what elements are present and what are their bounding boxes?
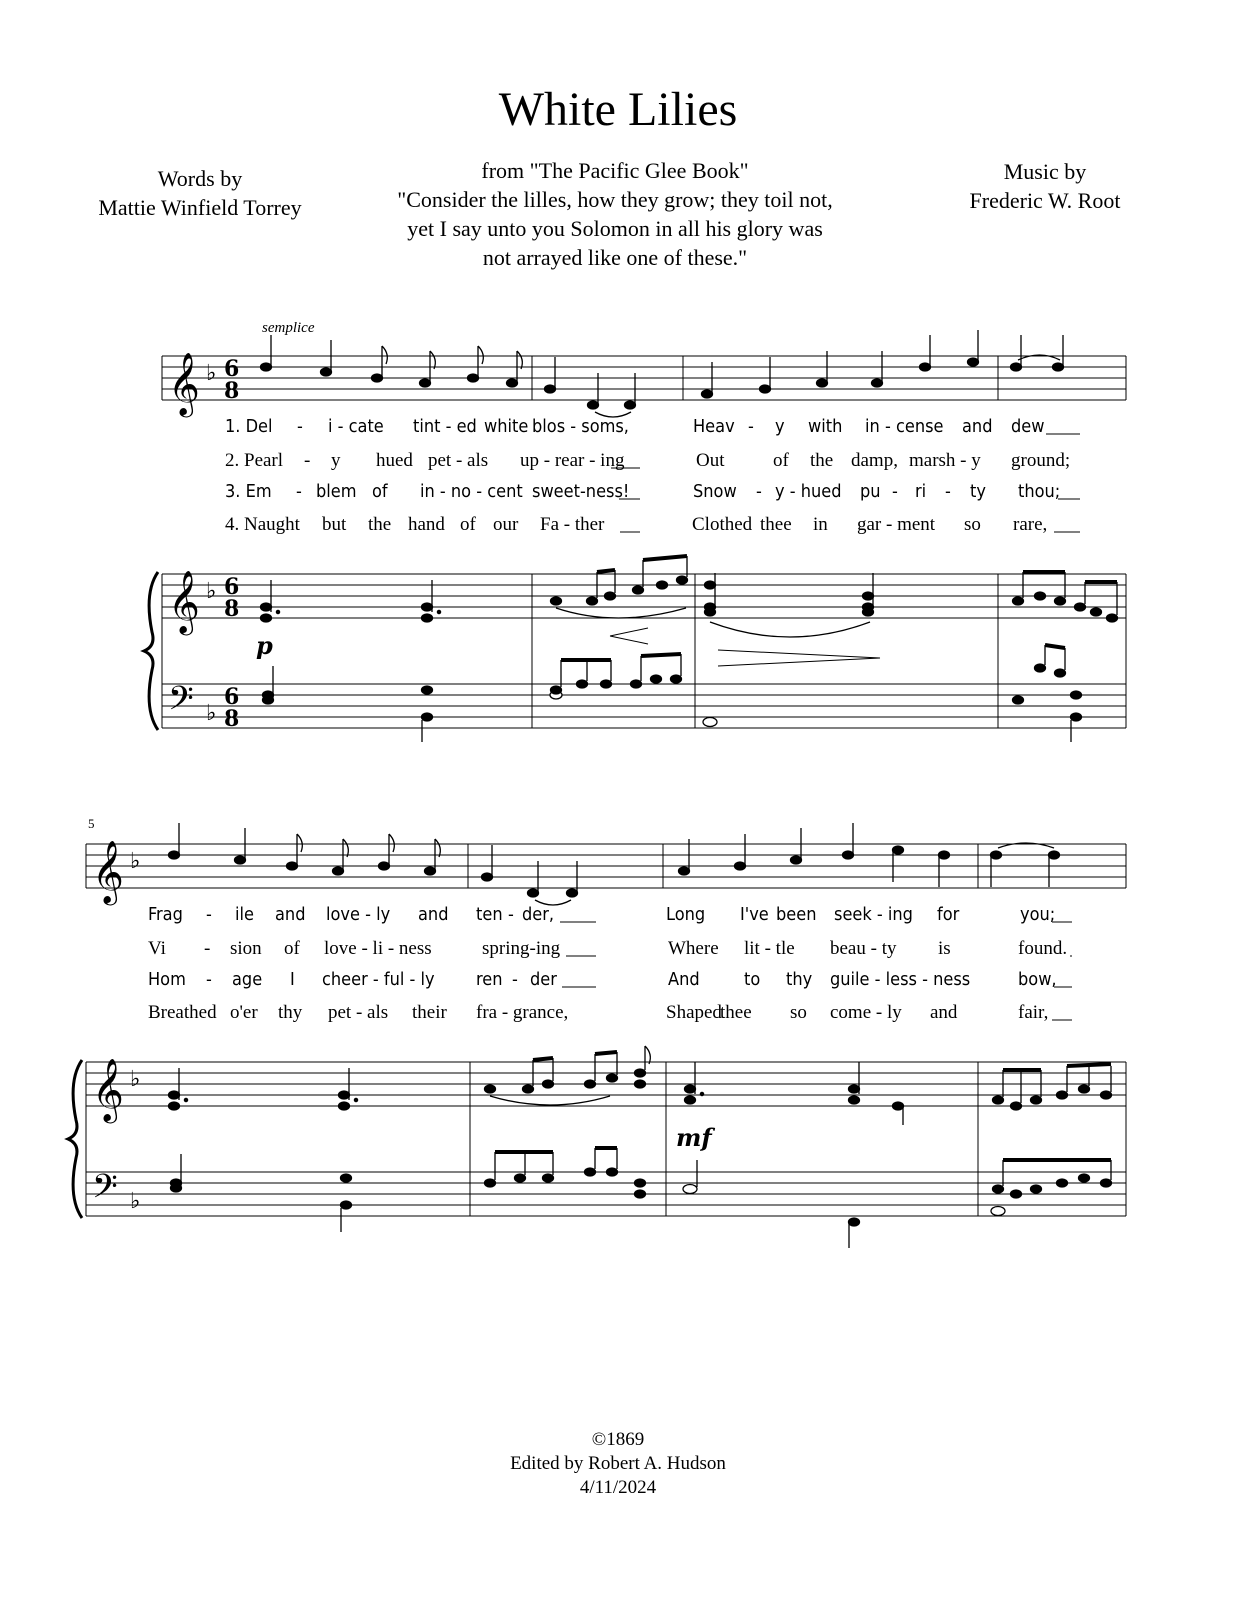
- flat-icon: ♭: [206, 701, 217, 726]
- lyric: -: [204, 938, 211, 959]
- lyric: hued: [376, 450, 413, 471]
- flat-icon: ♭: [130, 1067, 141, 1092]
- edit-date: 4/11/2024: [579, 1477, 657, 1498]
- lyric: Long: [666, 904, 706, 925]
- lyric: you;: [1020, 904, 1056, 925]
- lyric: 3. Em: [225, 481, 272, 502]
- lyric: Clothed: [692, 514, 753, 535]
- words-credit-line: Mattie Winfield Torrey: [98, 195, 302, 220]
- copyright: ©1869: [591, 1429, 645, 1450]
- lyric: y: [775, 416, 785, 437]
- flat-icon: ♭: [130, 1189, 141, 1214]
- lyric: love - ly: [326, 904, 391, 925]
- flat-icon: ♭: [130, 849, 141, 874]
- lyric: our: [493, 514, 519, 535]
- lyric: so: [790, 1002, 807, 1023]
- lyric: love - li - ness: [324, 938, 432, 959]
- lyric: ty: [970, 481, 986, 502]
- lyric: -: [304, 450, 311, 471]
- lyric: -: [756, 481, 762, 502]
- dynamic-marking: mf: [676, 1123, 712, 1152]
- source-line: yet I say unto you Solomon in all his glory was: [407, 216, 823, 241]
- lyric: for: [937, 904, 960, 925]
- words-credit-line: Words by: [157, 166, 243, 191]
- time-signature: 8: [224, 596, 240, 622]
- treble-clef-icon: 𝄞: [168, 570, 200, 633]
- lyric: -: [296, 481, 302, 502]
- lyric: -: [945, 481, 951, 502]
- hairpin-crescendo: [610, 628, 648, 644]
- lyric: Frag: [148, 904, 183, 925]
- lyric: white: [484, 416, 529, 437]
- lyric: 2. Pearl: [225, 450, 284, 471]
- lyric: up - rear - ing: [520, 450, 625, 471]
- brace-icon: [68, 1060, 82, 1218]
- lyric: blos - soms,: [532, 416, 629, 437]
- lyric: ground;: [1011, 450, 1071, 471]
- lyric: of: [460, 514, 476, 535]
- lyric: is: [938, 938, 951, 959]
- lyric: -: [206, 969, 212, 990]
- lyric: der,: [522, 904, 555, 925]
- voice-notes: [261, 330, 1064, 417]
- lyric: of: [773, 450, 789, 471]
- lyric: Hom: [148, 969, 186, 990]
- lyric: to: [744, 969, 761, 990]
- music-credit-line: Frederic W. Root: [969, 188, 1121, 213]
- flat-icon: ♭: [206, 579, 217, 604]
- lyric: y: [331, 450, 341, 471]
- lyric: ren: [476, 969, 503, 990]
- music-credit-line: Music by: [1003, 159, 1087, 184]
- flat-icon: ♭: [206, 361, 217, 386]
- piano-notes: [261, 556, 1118, 742]
- lyric: ten: [476, 904, 503, 925]
- treble-clef-icon: 𝄞: [168, 352, 200, 415]
- lyric: thee: [760, 514, 792, 535]
- lyric: pet - als: [428, 450, 489, 471]
- lyric: the: [368, 514, 392, 535]
- lyric: damp,: [851, 450, 898, 471]
- lyric: -: [297, 416, 303, 437]
- time-signature: 8: [224, 378, 240, 404]
- piano-staves: [162, 574, 1126, 728]
- lyric: pu: [860, 481, 881, 502]
- treble-clef-icon: 𝄞: [92, 1058, 124, 1121]
- source-line: "Consider the lilles, how they grow; they toil not,: [397, 187, 833, 212]
- lyric: Shaped: [666, 1002, 722, 1023]
- lyric: so: [964, 514, 981, 535]
- lyric: of: [372, 481, 388, 502]
- lyric: dew: [1011, 416, 1045, 437]
- lyric: Snow: [693, 481, 737, 502]
- lyric: 4. Naught: [225, 514, 300, 535]
- lyric: been: [776, 904, 817, 925]
- lyrics-system-1: [225, 416, 1080, 437]
- time-signature: 8: [224, 706, 240, 732]
- source-line: from "The Pacific Glee Book": [481, 158, 749, 183]
- lyric: and: [930, 1002, 958, 1023]
- page-title: White Lilies: [498, 83, 738, 136]
- lyric: I: [290, 969, 295, 990]
- treble-clef-icon: 𝄞: [92, 840, 124, 903]
- piano-notes: [169, 1046, 1112, 1248]
- bass-clef-icon: 𝄢: [92, 1168, 118, 1214]
- lyric: of: [284, 938, 300, 959]
- editor-credit: Edited by Robert A. Hudson: [510, 1453, 726, 1474]
- time-signature: 6: [224, 684, 240, 710]
- lyric: rare,: [1013, 514, 1048, 535]
- lyric: guile - less - ness: [830, 969, 971, 990]
- measure-number: 5: [88, 816, 95, 831]
- time-signature: 6: [224, 574, 240, 600]
- lyric: -: [508, 904, 514, 925]
- lyric: gar: [857, 514, 882, 535]
- lyric: fra - grance,: [476, 1002, 569, 1023]
- lyric: hand: [408, 514, 445, 535]
- lyric: der: [530, 969, 557, 990]
- voice-notes: [169, 823, 1060, 905]
- source-line: not arrayed like one of these.": [482, 245, 748, 270]
- lyric: and: [275, 904, 306, 925]
- lyric: Where: [668, 938, 719, 959]
- lyric: thou;: [1018, 481, 1061, 502]
- lyric: thy: [786, 969, 813, 990]
- lyric: Breathed: [148, 1002, 217, 1023]
- lyric: I've: [740, 904, 769, 925]
- lyric: bow,: [1018, 969, 1057, 990]
- lyric: fair,: [1018, 1002, 1049, 1023]
- lyric: -: [748, 416, 754, 437]
- voice-staff: [86, 844, 1126, 888]
- lyric: thy: [278, 1002, 303, 1023]
- lyric: y - hued: [775, 481, 842, 502]
- lyric: And: [668, 969, 700, 990]
- lyric: tint - ed: [413, 416, 477, 437]
- lyric: sion: [230, 938, 262, 959]
- lyric: Vi: [148, 938, 166, 959]
- lyric: Fa - ther: [540, 514, 605, 535]
- lyric: i - cate: [328, 416, 384, 437]
- dynamic-marking: p: [256, 631, 273, 660]
- lyric: beau - ty: [830, 938, 897, 959]
- lyric: their: [412, 1002, 447, 1023]
- lyric: found.: [1018, 938, 1068, 959]
- lyric: o'er: [230, 1002, 258, 1023]
- lyric: but: [322, 514, 347, 535]
- lyric: in: [865, 416, 880, 437]
- lyric: -: [206, 904, 212, 925]
- lyric: ri: [915, 481, 927, 502]
- lyric: spring-ing: [482, 938, 561, 959]
- footer: [0, 1428, 1236, 1500]
- lyric: - ment: [886, 514, 936, 535]
- lyric: with: [808, 416, 843, 437]
- brace-icon: [144, 572, 158, 730]
- lyric: pet - als: [328, 1002, 389, 1023]
- lyric: ile: [235, 904, 254, 925]
- lyric: sweet-ness!: [532, 481, 630, 502]
- lyric: - cense: [885, 416, 944, 437]
- voice-staff: [162, 356, 1126, 400]
- lyric: lit - tle: [744, 938, 795, 959]
- time-signature: 6: [224, 356, 240, 382]
- lyric: -: [892, 481, 898, 502]
- hairpin-decrescendo: [718, 650, 880, 666]
- lyric: blem: [316, 481, 357, 502]
- lyric: Heav: [693, 416, 735, 437]
- lyric: cheer - ful - ly: [322, 969, 435, 990]
- lyric: Out: [696, 450, 725, 471]
- lyric: and: [418, 904, 449, 925]
- lyric: -: [512, 969, 518, 990]
- lyric: seek - ing: [834, 904, 913, 925]
- piano-staves: [86, 1062, 1126, 1216]
- bass-clef-icon: 𝄢: [168, 680, 194, 726]
- lyric: marsh - y: [909, 450, 981, 471]
- lyric: 1. Del: [225, 416, 273, 437]
- lyric: the: [810, 450, 834, 471]
- lyric: in: [813, 514, 828, 535]
- lyric: come - ly: [830, 1002, 902, 1023]
- tempo-marking: semplice: [262, 320, 315, 336]
- lyric: age: [232, 969, 263, 990]
- lyric: and: [962, 416, 993, 437]
- lyric: in - no - cent: [420, 481, 523, 502]
- lyric: thee: [720, 1002, 752, 1023]
